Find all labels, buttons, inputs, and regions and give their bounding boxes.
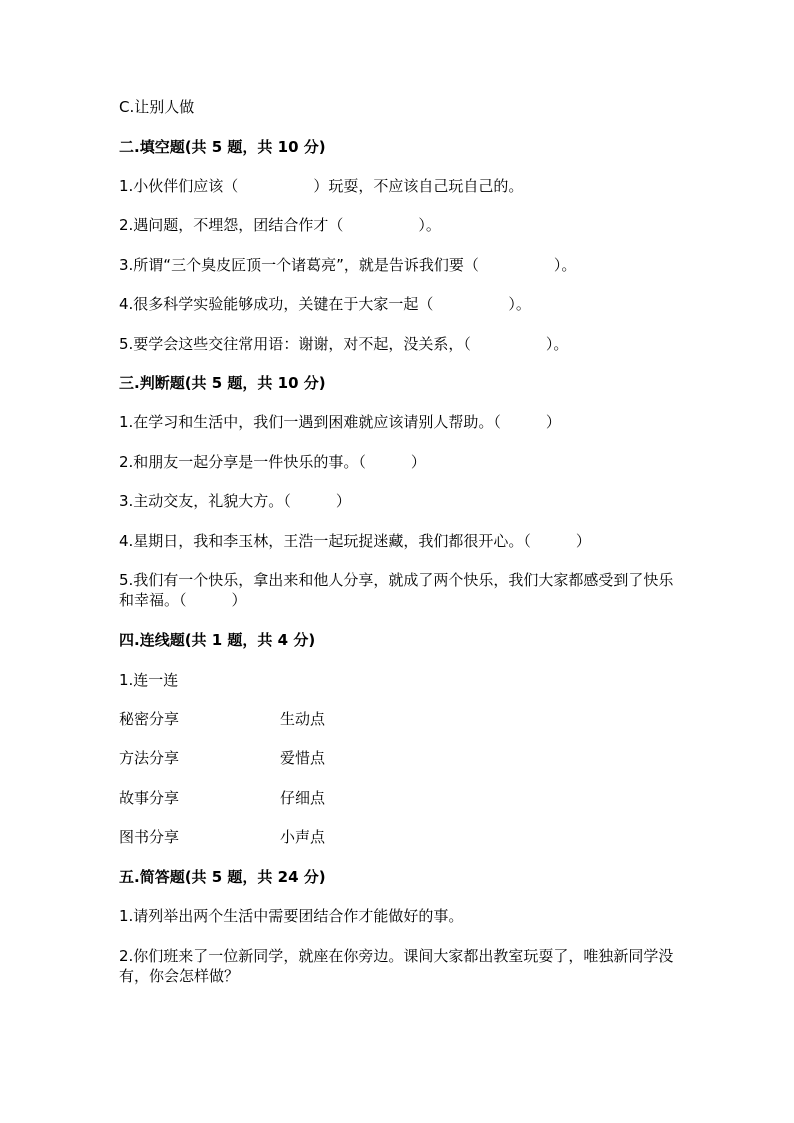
judge-question-3: 3.主动交友，礼貌大方。（ ） [119, 492, 351, 510]
match-right-item: 小声点 [280, 828, 326, 846]
short-answer-question-1: 1.请列举出两个生活中需要团结合作才能做好的事。 [119, 907, 464, 925]
section-3-heading: 三.判断题(共 5 题，共 10 分) [119, 374, 326, 392]
fill-question-4: 4.很多科学实验能够成功，关键在于大家一起（ ）。 [119, 295, 531, 313]
match-left-item: 图书分享 [119, 828, 180, 846]
judge-question-2: 2.和朋友一起分享是一件快乐的事。（ ） [119, 453, 426, 471]
fill-question-2: 2.遇问题，不埋怨，团结合作才（ ）。 [119, 216, 441, 234]
match-right-item: 仔细点 [280, 789, 326, 807]
match-left-item: 秘密分享 [119, 710, 180, 728]
judge-question-5: 5.我们有一个快乐，拿出来和他人分享，就成了两个快乐，我们大家都感受到了快乐和幸福。（ ） [119, 571, 674, 609]
choice-c: C.让别人做 [119, 98, 195, 116]
judge-question-4: 4.星期日，我和李玉林，王浩一起玩捉迷藏，我们都很开心。（ ） [119, 532, 591, 550]
match-left-item: 故事分享 [119, 789, 180, 807]
judge-question-1: 1.在学习和生活中，我们一遇到困难就应该请别人帮助。（ ） [119, 413, 561, 431]
fill-question-3: 3.所谓“三个臭皮匠顶一个诸葛亮”，就是告诉我们要（ ）。 [119, 256, 577, 274]
short-answer-question-2: 2.你们班来了一位新同学，就座在你旁边。课间大家都出教室玩耍了，唯独新同学没有，你会怎样做？ [119, 947, 674, 985]
match-right-item: 爱惜点 [280, 749, 326, 767]
section-5-heading: 五.简答题(共 5 题，共 24 分) [119, 868, 326, 886]
fill-question-1: 1.小伙伴们应该（ ）玩耍，不应该自己玩自己的。 [119, 177, 524, 195]
section-2-heading: 二.填空题(共 5 题，共 10 分) [119, 138, 326, 156]
fill-question-5: 5.要学会这些交往常用语：谢谢，对不起，没关系，（ ）。 [119, 335, 569, 353]
section-4-heading: 四.连线题(共 1 题，共 4 分) [119, 631, 316, 649]
match-left-item: 方法分享 [119, 749, 180, 767]
match-right-item: 生动点 [280, 710, 326, 728]
match-question: 1.连一连 [119, 671, 179, 689]
